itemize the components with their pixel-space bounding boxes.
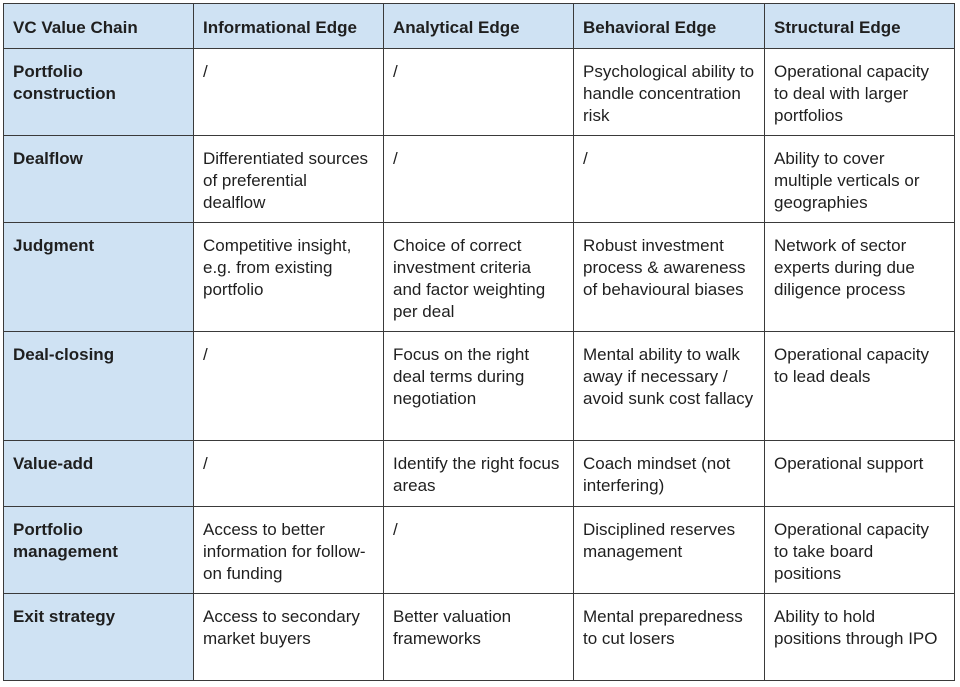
column-header: Analytical Edge — [384, 4, 574, 49]
column-header: Structural Edge — [765, 4, 955, 49]
table-row — [4, 223, 955, 332]
table-cell: Disciplined reserves management — [574, 507, 765, 594]
vc-edge-table — [3, 3, 955, 681]
table-cell: / — [194, 49, 384, 136]
table-cell: / — [384, 136, 574, 223]
row-header: Exit strategy — [4, 594, 194, 681]
table-cell: Mental ability to walk away if necessary / avoid sunk cost fallacy — [574, 332, 765, 441]
table-cell: Operational capacity to lead deals — [765, 332, 955, 441]
table-cell: Focus on the right deal terms during negotiation — [384, 332, 574, 441]
table-cell: Operational capacity to take board positions — [765, 507, 955, 594]
table-cell: / — [574, 136, 765, 223]
table-cell: Differentiated sources of preferential dealflow — [194, 136, 384, 223]
table-row — [4, 332, 955, 441]
table-cell: Better valuation frameworks — [384, 594, 574, 681]
row-header: Value-add — [4, 441, 194, 507]
table-cell: / — [194, 441, 384, 507]
table-row — [4, 594, 955, 681]
row-header: Portfolio management — [4, 507, 194, 594]
table-row — [4, 441, 955, 507]
table-row — [4, 136, 955, 223]
row-header: Dealflow — [4, 136, 194, 223]
table-row — [4, 507, 955, 594]
table-cell: Choice of correct investment criteria and factor weighting per deal — [384, 223, 574, 332]
row-header: Deal-closing — [4, 332, 194, 441]
table-cell: Access to secondary market buyers — [194, 594, 384, 681]
table-row — [4, 49, 955, 136]
table-cell: Access to better information for follow-on funding — [194, 507, 384, 594]
table-cell: Ability to cover multiple verticals or geographies — [765, 136, 955, 223]
row-header: Portfolio construction — [4, 49, 194, 136]
table-cell: Ability to hold positions through IPO — [765, 594, 955, 681]
table-cell: / — [194, 332, 384, 441]
table-cell: Mental preparedness to cut losers — [574, 594, 765, 681]
table-cell: Network of sector experts during due diligence process — [765, 223, 955, 332]
table-cell: Operational capacity to deal with larger portfolios — [765, 49, 955, 136]
table-cell: Identify the right focus areas — [384, 441, 574, 507]
table-cell: Operational support — [765, 441, 955, 507]
table-cell: Coach mindset (not interfering) — [574, 441, 765, 507]
table-cell: Robust investment process & awareness of behavioural biases — [574, 223, 765, 332]
table-cell: / — [384, 49, 574, 136]
table-cell: Psychological ability to handle concentration risk — [574, 49, 765, 136]
table-cell: Competitive insight, e.g. from existing portfolio — [194, 223, 384, 332]
column-header: VC Value Chain — [4, 4, 194, 49]
column-header: Behavioral Edge — [574, 4, 765, 49]
table-cell: / — [384, 507, 574, 594]
header-row — [4, 4, 955, 49]
column-header: Informational Edge — [194, 4, 384, 49]
row-header: Judgment — [4, 223, 194, 332]
